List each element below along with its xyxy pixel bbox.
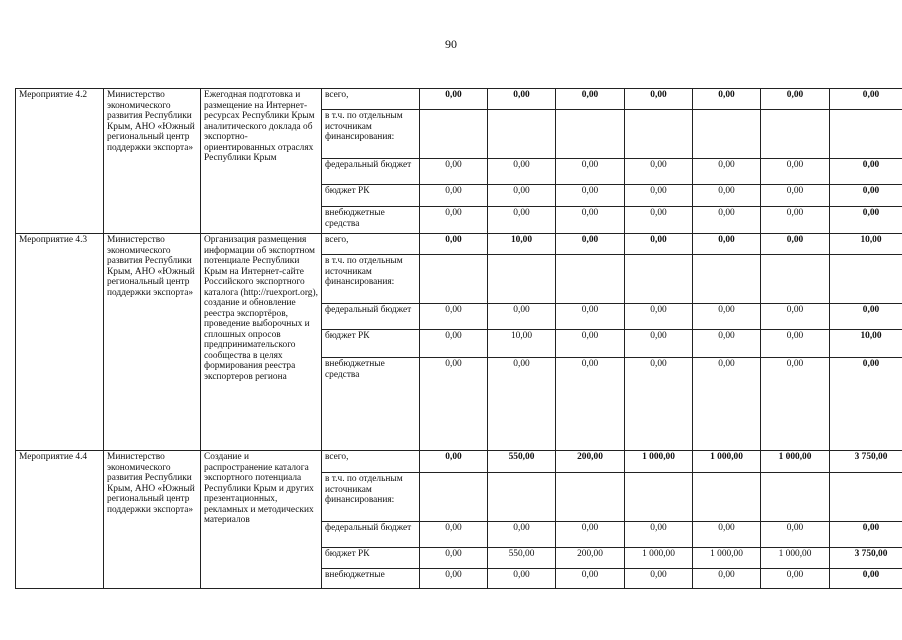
value-cell: 0,00	[830, 569, 902, 589]
value-cell: 10,00	[830, 330, 902, 358]
value-cell: 1 000,00	[761, 548, 830, 569]
empty-cell	[420, 110, 488, 159]
value-cell: 0,00	[693, 569, 761, 589]
value-cell: 0,00	[693, 358, 761, 451]
source-label: внебюджетные	[322, 569, 420, 589]
empty-cell	[488, 110, 556, 159]
value-cell: 0,00	[420, 522, 488, 548]
value-cell: 0,00	[761, 89, 830, 110]
source-label: всего,	[322, 89, 420, 110]
value-cell: 10,00	[488, 234, 556, 255]
empty-cell	[761, 255, 830, 304]
value-cell: 0,00	[488, 185, 556, 207]
value-cell: 0,00	[761, 304, 830, 330]
table-body	[16, 89, 902, 589]
value-cell: 0,00	[693, 522, 761, 548]
source-label: внебюджетные средства	[322, 207, 420, 234]
value-cell: 0,00	[761, 185, 830, 207]
value-cell: 0,00	[488, 569, 556, 589]
event-cell: Мероприятие 4.4	[16, 451, 104, 589]
value-cell: 200,00	[556, 451, 625, 473]
table-row	[16, 234, 902, 255]
description-cell: Организация размещения информации об экспортном потенциале Республики Крым на Интернет-сайте Российского экспортного каталога (http://ruexport.org), создание и обновление реестра экспортёров, проведение выборочных и сплошных опросов предпринимательского сообщества в целях формирования реестра экспортеров региона	[201, 234, 322, 451]
value-cell: 3 750,00	[830, 548, 902, 569]
value-cell: 0,00	[420, 185, 488, 207]
value-cell: 0,00	[693, 159, 761, 185]
value-cell: 0,00	[625, 304, 693, 330]
value-cell: 0,00	[420, 304, 488, 330]
value-cell: 0,00	[488, 159, 556, 185]
value-cell: 1 000,00	[761, 451, 830, 473]
empty-cell	[830, 473, 902, 522]
value-cell: 0,00	[693, 330, 761, 358]
value-cell: 0,00	[556, 330, 625, 358]
value-cell: 0,00	[830, 304, 902, 330]
source-label: бюджет РК	[322, 548, 420, 569]
value-cell: 0,00	[488, 89, 556, 110]
value-cell: 0,00	[761, 234, 830, 255]
value-cell: 0,00	[556, 185, 625, 207]
value-cell: 0,00	[830, 89, 902, 110]
value-cell: 0,00	[420, 234, 488, 255]
value-cell: 0,00	[420, 569, 488, 589]
value-cell: 0,00	[420, 358, 488, 451]
description-cell: Ежегодная подготовка и размещение на Интернет-ресурсах Республики Крым аналитического доклада об экспортно-ориентированных отраслях Республики Крым	[201, 89, 322, 234]
value-cell: 0,00	[693, 234, 761, 255]
value-cell: 10,00	[488, 330, 556, 358]
value-cell: 0,00	[625, 185, 693, 207]
source-label: в т.ч. по отдельным источникам финансирования:	[322, 473, 420, 522]
value-cell: 0,00	[693, 207, 761, 234]
empty-cell	[625, 110, 693, 159]
page-number: 90	[445, 37, 457, 51]
value-cell: 0,00	[761, 522, 830, 548]
value-cell: 0,00	[830, 522, 902, 548]
source-label: федеральный бюджет	[322, 159, 420, 185]
value-cell: 0,00	[556, 89, 625, 110]
executor-cell: Министерство экономического развития Республики Крым, АНО «Южный региональный центр поддержки экспорта»	[104, 451, 201, 589]
value-cell: 1 000,00	[693, 548, 761, 569]
executor-cell: Министерство экономического развития Республики Крым, АНО «Южный региональный центр поддержки экспорта»	[104, 234, 201, 451]
empty-cell	[488, 255, 556, 304]
value-cell: 0,00	[556, 207, 625, 234]
value-cell: 0,00	[625, 89, 693, 110]
source-label: всего,	[322, 451, 420, 473]
executor-cell: Министерство экономического развития Республики Крым, АНО «Южный региональный центр поддержки экспорта»	[104, 89, 201, 234]
value-cell: 0,00	[488, 207, 556, 234]
value-cell: 0,00	[556, 159, 625, 185]
value-cell: 1 000,00	[625, 451, 693, 473]
value-cell: 0,00	[556, 304, 625, 330]
event-cell: Мероприятие 4.2	[16, 89, 104, 234]
value-cell: 0,00	[556, 234, 625, 255]
value-cell: 10,00	[830, 234, 902, 255]
value-cell: 0,00	[761, 159, 830, 185]
empty-cell	[420, 255, 488, 304]
empty-cell	[488, 473, 556, 522]
source-label: бюджет РК	[322, 330, 420, 358]
value-cell: 0,00	[693, 185, 761, 207]
table-row	[16, 451, 902, 473]
empty-cell	[556, 473, 625, 522]
value-cell: 0,00	[420, 330, 488, 358]
budget-table	[15, 88, 902, 589]
source-label: федеральный бюджет	[322, 304, 420, 330]
empty-cell	[420, 473, 488, 522]
empty-cell	[693, 255, 761, 304]
value-cell: 550,00	[488, 548, 556, 569]
value-cell: 0,00	[625, 569, 693, 589]
value-cell: 0,00	[830, 207, 902, 234]
empty-cell	[761, 473, 830, 522]
empty-cell	[693, 473, 761, 522]
value-cell: 0,00	[625, 358, 693, 451]
empty-cell	[693, 110, 761, 159]
empty-cell	[830, 110, 902, 159]
empty-cell	[556, 110, 625, 159]
source-label: в т.ч. по отдельным источникам финансирования:	[322, 110, 420, 159]
source-label: всего,	[322, 234, 420, 255]
value-cell: 0,00	[830, 358, 902, 451]
value-cell: 0,00	[420, 207, 488, 234]
description-cell: Создание и распространение каталога экспортного потенциала Республики Крым и других презентационных, рекламных и методических материалов	[201, 451, 322, 589]
value-cell: 0,00	[556, 358, 625, 451]
empty-cell	[625, 255, 693, 304]
value-cell: 0,00	[420, 451, 488, 473]
value-cell: 0,00	[625, 330, 693, 358]
value-cell: 0,00	[761, 358, 830, 451]
source-label: бюджет РК	[322, 185, 420, 207]
empty-cell	[761, 110, 830, 159]
value-cell: 0,00	[625, 234, 693, 255]
value-cell: 0,00	[830, 185, 902, 207]
value-cell: 0,00	[761, 569, 830, 589]
value-cell: 0,00	[488, 304, 556, 330]
value-cell: 0,00	[761, 207, 830, 234]
table-row	[16, 89, 902, 110]
value-cell: 3 750,00	[830, 451, 902, 473]
value-cell: 0,00	[761, 330, 830, 358]
value-cell: 0,00	[420, 548, 488, 569]
value-cell: 0,00	[625, 159, 693, 185]
empty-cell	[625, 473, 693, 522]
empty-cell	[830, 255, 902, 304]
empty-cell	[556, 255, 625, 304]
value-cell: 0,00	[556, 569, 625, 589]
value-cell: 0,00	[420, 159, 488, 185]
value-cell: 0,00	[693, 304, 761, 330]
source-label: федеральный бюджет	[322, 522, 420, 548]
value-cell: 1 000,00	[693, 451, 761, 473]
value-cell: 0,00	[488, 522, 556, 548]
value-cell: 0,00	[625, 522, 693, 548]
value-cell: 550,00	[488, 451, 556, 473]
event-cell: Мероприятие 4.3	[16, 234, 104, 451]
value-cell: 1 000,00	[625, 548, 693, 569]
value-cell: 0,00	[556, 522, 625, 548]
source-label: внебюджетные средства	[322, 358, 420, 451]
value-cell: 0,00	[420, 89, 488, 110]
value-cell: 0,00	[830, 159, 902, 185]
value-cell: 0,00	[625, 207, 693, 234]
value-cell: 0,00	[693, 89, 761, 110]
value-cell: 200,00	[556, 548, 625, 569]
value-cell: 0,00	[488, 358, 556, 451]
source-label: в т.ч. по отдельным источникам финансирования:	[322, 255, 420, 304]
